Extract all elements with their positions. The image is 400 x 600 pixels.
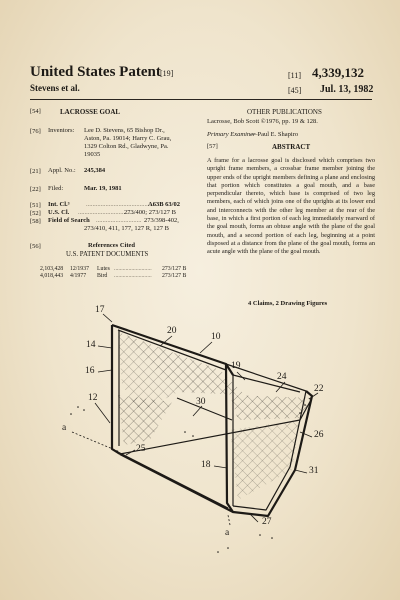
- patent-number: 4,339,132: [312, 65, 364, 80]
- ref-row-2-leader: ..........................: [114, 273, 152, 279]
- other-publications-title: OTHER PUBLICATIONS: [247, 108, 322, 116]
- uscl-label: U.S. Cl.: [48, 209, 70, 216]
- intcl-label: Int. Cl.³: [48, 201, 70, 208]
- figure-label-24: 24: [277, 372, 287, 382]
- inventors-line-4: 19035: [84, 151, 101, 158]
- inventors-line-2: Aston, Pa. 19014; Harry C. Grau,: [84, 135, 172, 142]
- filed-date: Mar. 19, 1981: [84, 185, 122, 192]
- title-field-code: [54]: [30, 108, 41, 115]
- ref-row-1-leader: ..........................: [114, 266, 152, 272]
- appl-number: 245,384: [84, 167, 106, 174]
- field-search-code: [58]: [30, 218, 41, 225]
- claims-summary: 4 Claims, 2 Drawing Figures: [248, 300, 328, 307]
- figure-label-14: 14: [86, 340, 96, 350]
- figure-label-10: 10: [211, 332, 221, 342]
- figure-label-31: 31: [309, 466, 319, 476]
- issue-date: Jul. 13, 1982: [320, 84, 374, 95]
- appl-label: Appl. No.:: [48, 167, 76, 174]
- figure-label-12: 12: [88, 393, 98, 403]
- inventor-header: Stevens et al.: [30, 83, 80, 93]
- inventors-label: Inventors:: [48, 127, 75, 134]
- refs-title: References Cited: [88, 242, 135, 249]
- figure-label-20: 20: [167, 326, 177, 336]
- ref-row-1-date: 12/1937: [70, 266, 90, 272]
- figure-label-27: 27: [262, 517, 272, 527]
- field-search-value-1: 273/398-402,: [144, 217, 179, 224]
- field-search-value-2: 273/410, 411, 177, 127 R, 127 B: [84, 225, 169, 232]
- uscl-value: 273/400; 273/127 B: [124, 209, 177, 216]
- invention-title: LACROSSE GOAL: [60, 108, 121, 116]
- figure-label-22: 22: [314, 384, 324, 394]
- ref-row-2-no: 4,018,443: [40, 273, 64, 279]
- inventors-line-1: Lee D. Stevens, 65 Bishop Dr.,: [84, 127, 165, 134]
- figure-label-30: 30: [196, 397, 206, 407]
- title-code: [19]: [160, 69, 174, 78]
- ref-row-1-no: 2,103,428: [40, 266, 64, 272]
- field-search-label: Field of Search: [48, 217, 90, 224]
- ref-row-2-date: 4/1977: [70, 273, 87, 279]
- abstract-code: [57]: [207, 143, 218, 150]
- refs-subtitle: U.S. PATENT DOCUMENTS: [66, 251, 149, 258]
- ref-row-1-class: 273/127 B: [162, 266, 187, 272]
- uscl-code: [52]: [30, 210, 41, 217]
- figure-label-a-lower: a: [225, 528, 230, 538]
- date-code: [45]: [288, 86, 302, 95]
- refs-code: [56]: [30, 243, 41, 250]
- ref-row-1-name: Lutes: [97, 266, 110, 272]
- patent-number-code: [11]: [288, 71, 302, 80]
- figure-label-19: 19: [231, 361, 241, 371]
- document-title: United States Patent: [30, 64, 161, 80]
- figure-label-17: 17: [95, 305, 105, 315]
- filed-label: Filed:: [48, 185, 64, 192]
- filed-code: [22]: [30, 186, 41, 193]
- abstract-text: A frame for a lacrosse goal is disclosed which comprises two upright frame members, a crossbar frame member joining the upper ends of the upright members defining a plane and enclosing that portion which constitutes a goal mouth, and a base perpendicular thereto, which base is comprised of two leg members, each of which joins one of the uprights at its lower end and interconnects with the other leg member at the rear of the base, in which a first portion of each leg immediately rearward of the goal mouth, forms an obtuse angle with the plane of the goal mouth, and a second portion of each leg, beginning at a point disposed at a distance from the plane of the goal mouth, forms an acute angle with the plane of the goal mouth.: [207, 157, 375, 256]
- figure-label-25: 25: [136, 444, 146, 454]
- intcl-leader: ...........................................: [86, 201, 156, 208]
- figure-label-26: 26: [314, 430, 324, 440]
- examiner-label: Primary Examiner: [207, 131, 256, 138]
- ref-row-2-class: 273/127 B: [162, 273, 187, 279]
- figure-label-a-upper: a: [62, 423, 67, 433]
- abstract-title: ABSTRACT: [272, 143, 311, 151]
- intcl-code: [51]: [30, 202, 41, 209]
- figure-label-16: 16: [85, 366, 95, 376]
- inventors-code: [76]: [30, 128, 41, 135]
- ref-row-2-name: Bird: [97, 273, 108, 279]
- figure-label-18: 18: [201, 460, 211, 470]
- net-mesh: [118, 332, 312, 500]
- field-search-leader: ............................: [96, 217, 142, 224]
- examiner-name: —Paul E. Shapiro: [251, 131, 299, 138]
- inventors-line-3: 1329 Colton Rd., Gladwyne, Pa.: [84, 143, 169, 150]
- appl-code: [21]: [30, 168, 41, 175]
- other-publications-entry: Lacrosse, Bob Scott ©1976, pp. 19 & 128.: [207, 118, 318, 125]
- uscl-leader: ...................................: [78, 209, 135, 216]
- intcl-value: A63B 63/02: [148, 201, 180, 208]
